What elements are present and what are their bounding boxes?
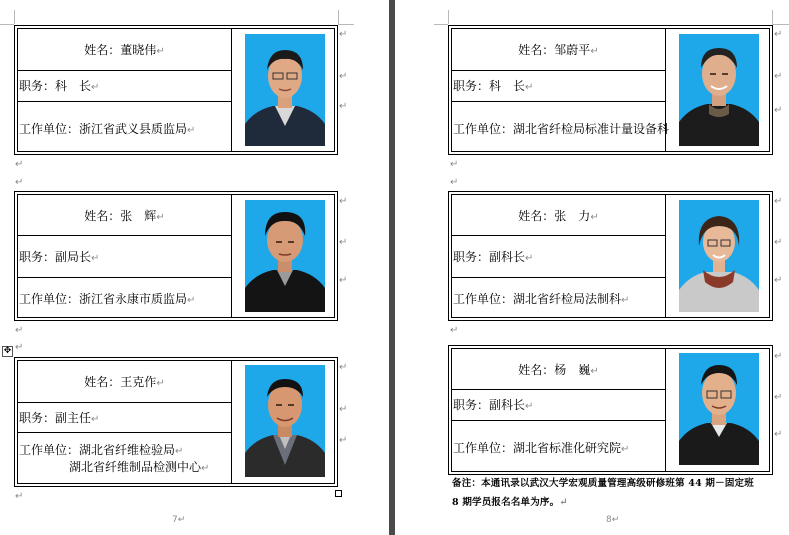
paragraph-mark-icon: ↵ xyxy=(187,125,196,136)
table-resize-handle[interactable] xyxy=(335,490,342,497)
footnote-line: 备注：本通讯录以武汉大学宏观质量管理高级研修班第 44 期－固定班 xyxy=(452,478,754,489)
profile-fields xyxy=(18,361,232,483)
paragraph-mark-icon: ↵ xyxy=(774,351,783,362)
portrait-illustration xyxy=(245,365,325,477)
portrait-illustration xyxy=(679,200,759,312)
unit-row xyxy=(452,421,665,473)
paragraph-mark-icon: ↵ xyxy=(774,237,783,248)
unit-text: 工作单位：浙江省武义县质监局 xyxy=(19,122,188,136)
paragraph-mark-icon: ↵ xyxy=(774,29,783,40)
unit-text: 工作单位：湖北省纤检局法制科 xyxy=(453,292,622,306)
crop-mark xyxy=(338,24,354,25)
paragraph-mark-icon: ↵ xyxy=(339,237,348,248)
paragraph-mark-icon: ↵ xyxy=(621,444,630,455)
paragraph-mark-icon: ↵ xyxy=(621,295,630,306)
unit-row xyxy=(18,102,231,153)
paragraph-mark-icon: ↵ xyxy=(175,446,184,457)
page-number xyxy=(172,515,185,525)
profile-fields xyxy=(18,195,232,317)
document-page-left xyxy=(0,0,386,535)
portrait-photo[interactable] xyxy=(679,200,759,312)
portrait-photo[interactable] xyxy=(679,353,759,465)
title-row xyxy=(452,71,665,102)
title-row xyxy=(18,236,231,278)
paragraph-mark-icon: ↵ xyxy=(15,325,24,336)
paragraph-mark-icon: ↵ xyxy=(525,401,534,412)
table-move-handle-icon[interactable]: ✥ xyxy=(3,346,12,356)
title-text: 职务：副主任 xyxy=(19,411,92,425)
name-text: 姓名：董晓伟 xyxy=(84,43,157,57)
paragraph-mark-icon: ↵ xyxy=(559,497,568,508)
unit-text: 工作单位：浙江省永康市质监局 xyxy=(19,292,188,306)
photo-cell xyxy=(666,195,769,317)
paragraph-mark-icon: ↵ xyxy=(156,378,165,389)
profile-card[interactable] xyxy=(14,357,338,487)
paragraph-mark-icon: ↵ xyxy=(590,46,599,57)
profile-fields xyxy=(452,29,670,151)
footnote-line xyxy=(452,493,754,512)
name-text: 姓名：邹蔚平 xyxy=(518,43,591,57)
crop-mark xyxy=(0,24,14,25)
paragraph-mark-icon: ↵ xyxy=(339,404,348,415)
portrait-photo[interactable] xyxy=(245,200,325,312)
name-row xyxy=(18,29,231,71)
crop-mark xyxy=(14,10,15,24)
name-text: 姓名：张 辉 xyxy=(84,209,157,223)
photo-cell xyxy=(232,195,334,317)
page-gutter xyxy=(386,0,400,535)
profile-card[interactable] xyxy=(14,25,338,155)
unit-text: 工作单位：湖北省标准化研究院 xyxy=(453,441,622,455)
photo-cell xyxy=(232,29,334,151)
paragraph-mark-icon: ↵ xyxy=(156,46,165,57)
paragraph-mark-icon: ↵ xyxy=(339,362,348,373)
paragraph-mark-icon: ↵ xyxy=(91,414,100,425)
paragraph-mark-icon: ↵ xyxy=(590,366,599,377)
title-row xyxy=(18,71,231,102)
profile-card[interactable] xyxy=(448,345,773,475)
name-text: 姓名：王克作 xyxy=(84,375,157,389)
page-number-text: 8 xyxy=(606,515,612,525)
title-text: 职务：副局长 xyxy=(19,250,92,264)
crop-mark xyxy=(338,10,339,24)
title-text: 职务：科 长 xyxy=(453,79,526,93)
name-row xyxy=(452,195,665,236)
crop-mark xyxy=(434,24,448,25)
paragraph-mark-icon: ↵ xyxy=(525,253,534,264)
profile-fields xyxy=(18,29,232,151)
paragraph-mark-icon: ↵ xyxy=(91,253,100,264)
paragraph-mark-icon: ↵ xyxy=(774,196,783,207)
paragraph-mark-icon: ↵ xyxy=(774,71,783,82)
title-row xyxy=(452,236,665,278)
name-text: 姓名：杨 巍 xyxy=(518,363,591,377)
portrait-illustration xyxy=(245,200,325,312)
paragraph-mark-icon: ↵ xyxy=(774,275,783,286)
paragraph-mark-icon: ↵ xyxy=(339,71,348,82)
title-text: 职务：科 长 xyxy=(19,79,92,93)
paragraph-mark-icon: ↵ xyxy=(339,101,348,112)
profile-card[interactable] xyxy=(448,25,773,155)
unit-row xyxy=(452,102,670,153)
portrait-photo[interactable] xyxy=(245,34,325,146)
paragraph-mark-icon: ↵ xyxy=(450,159,459,170)
unit-text-line2: 湖北省纤维制品检测中心 xyxy=(69,460,202,474)
unit-row xyxy=(18,433,231,485)
page-separator xyxy=(389,0,395,535)
profile-fields xyxy=(452,195,666,317)
photo-cell xyxy=(666,349,769,471)
paragraph-mark-icon: ↵ xyxy=(15,342,24,353)
paragraph-mark-icon: ↵ xyxy=(450,325,459,336)
document-page-right xyxy=(400,0,789,535)
paragraph-mark-icon: ↵ xyxy=(15,159,24,170)
title-text: 职务：副科长 xyxy=(453,250,526,264)
name-row xyxy=(452,29,665,71)
unit-row xyxy=(18,278,231,319)
paragraph-mark-icon: ↵ xyxy=(339,196,348,207)
portrait-photo[interactable] xyxy=(679,34,759,146)
portrait-illustration xyxy=(679,34,759,146)
title-row xyxy=(452,390,665,421)
title-row xyxy=(18,403,231,433)
name-text: 姓名：张 力 xyxy=(518,209,591,223)
paragraph-mark-icon: ↵ xyxy=(525,82,534,93)
name-row xyxy=(18,361,231,403)
crop-mark xyxy=(772,10,773,24)
profile-fields xyxy=(452,349,666,471)
paragraph-mark-icon: ↵ xyxy=(91,82,100,93)
paragraph-mark-icon: ↵ xyxy=(177,515,186,525)
paragraph-mark-icon: ↵ xyxy=(15,491,24,502)
name-row xyxy=(18,195,231,236)
paragraph-mark-icon: ↵ xyxy=(156,212,165,223)
photo-cell xyxy=(666,29,769,151)
portrait-illustration xyxy=(245,34,325,146)
paragraph-mark-icon: ↵ xyxy=(774,105,783,116)
unit-text: 工作单位：湖北省纤检局标准计量设备科 xyxy=(453,122,670,136)
paragraph-mark-icon: ↵ xyxy=(187,295,196,306)
paragraph-mark-icon: ↵ xyxy=(774,429,783,440)
title-text: 职务：副科长 xyxy=(453,398,526,412)
crop-mark xyxy=(448,10,449,24)
profile-card[interactable] xyxy=(448,191,773,321)
footnote-line-text: 8 期学员报名名单为序。 xyxy=(452,497,560,508)
paragraph-mark-icon: ↵ xyxy=(774,392,783,403)
paragraph-mark-icon: ↵ xyxy=(339,435,348,446)
paragraph-mark-icon: ↵ xyxy=(201,463,210,474)
portrait-photo[interactable] xyxy=(245,365,325,477)
paragraph-mark-icon: ↵ xyxy=(611,515,620,525)
paragraph-mark-icon: ↵ xyxy=(590,212,599,223)
profile-card[interactable] xyxy=(14,191,338,321)
paragraph-mark-icon: ↵ xyxy=(15,177,24,188)
name-row xyxy=(452,349,665,390)
paragraph-mark-icon: ↵ xyxy=(450,177,459,188)
unit-row xyxy=(452,278,665,319)
page-number xyxy=(606,515,619,525)
crop-mark xyxy=(772,24,789,25)
paragraph-mark-icon: ↵ xyxy=(339,29,348,40)
page-number-text: 7 xyxy=(172,515,178,525)
photo-cell xyxy=(232,361,334,483)
unit-text: 工作单位：湖北省纤维检验局 xyxy=(19,443,176,457)
portrait-illustration xyxy=(679,353,759,465)
paragraph-mark-icon: ↵ xyxy=(339,275,348,286)
footnote xyxy=(452,474,754,512)
